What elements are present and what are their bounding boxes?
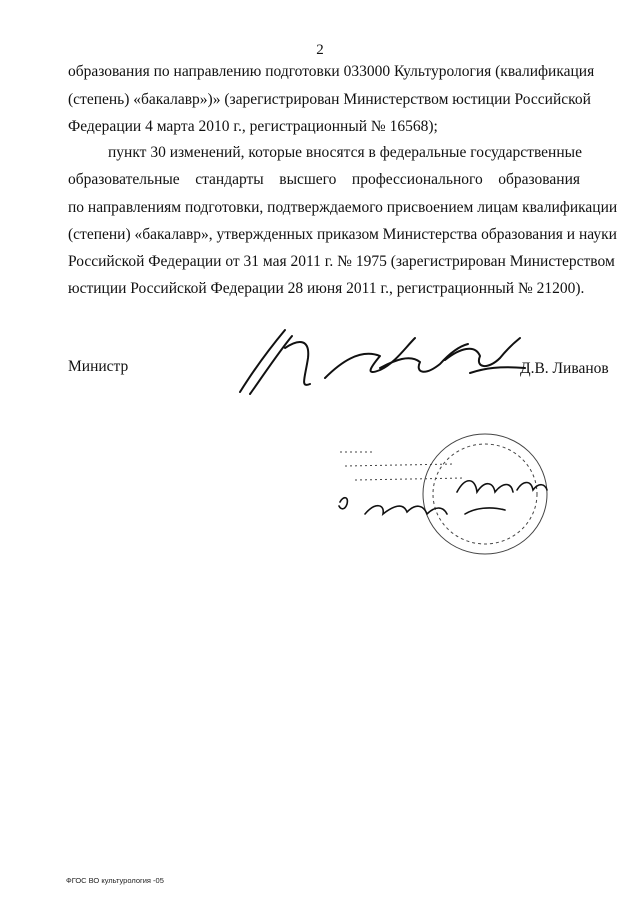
paragraph-1-line-1: образования по направлению подготовки 033000 Культурология (квалификация [68, 63, 595, 80]
footer-text: ФГОС ВО культурология -05 [66, 876, 164, 885]
signatory-title: Министр [68, 358, 129, 375]
paragraph-2-line-1: пункт 30 изменений, которые вносятся в федеральные государственные [108, 144, 582, 161]
paragraph-2-line-3: по направлениям подготовки, подтверждаемого присвоением лицам квалификации [68, 199, 618, 216]
paragraph-1-line-2: (степень) «бакалавр»)» (зарегистрирован Министерством юстиции Российской [68, 91, 591, 108]
signatory-name: Д.В. Ливанов [520, 360, 609, 377]
paragraph-2-line-5: Российской Федерации от 31 мая 2011 г. № 1975 (зарегистрирован Министерством [68, 253, 615, 270]
paragraph-1-line-3: Федерации 4 марта 2010 г., регистрационный № 16568); [68, 118, 438, 135]
paragraph-2-line-6: юстиции Российской Федерации 28 июня 2011 г., регистрационный № 21200). [68, 280, 585, 297]
certification-stamp [335, 432, 555, 562]
paragraph-2-line-4: (степени) «бакалавр», утвержденных приказом Министерства образования и науки [68, 226, 617, 243]
paragraph-2-line-2: образовательные стандарты высшего профессионального образования [68, 171, 580, 188]
page-number: 2 [316, 42, 324, 58]
handwritten-signature [230, 318, 530, 398]
